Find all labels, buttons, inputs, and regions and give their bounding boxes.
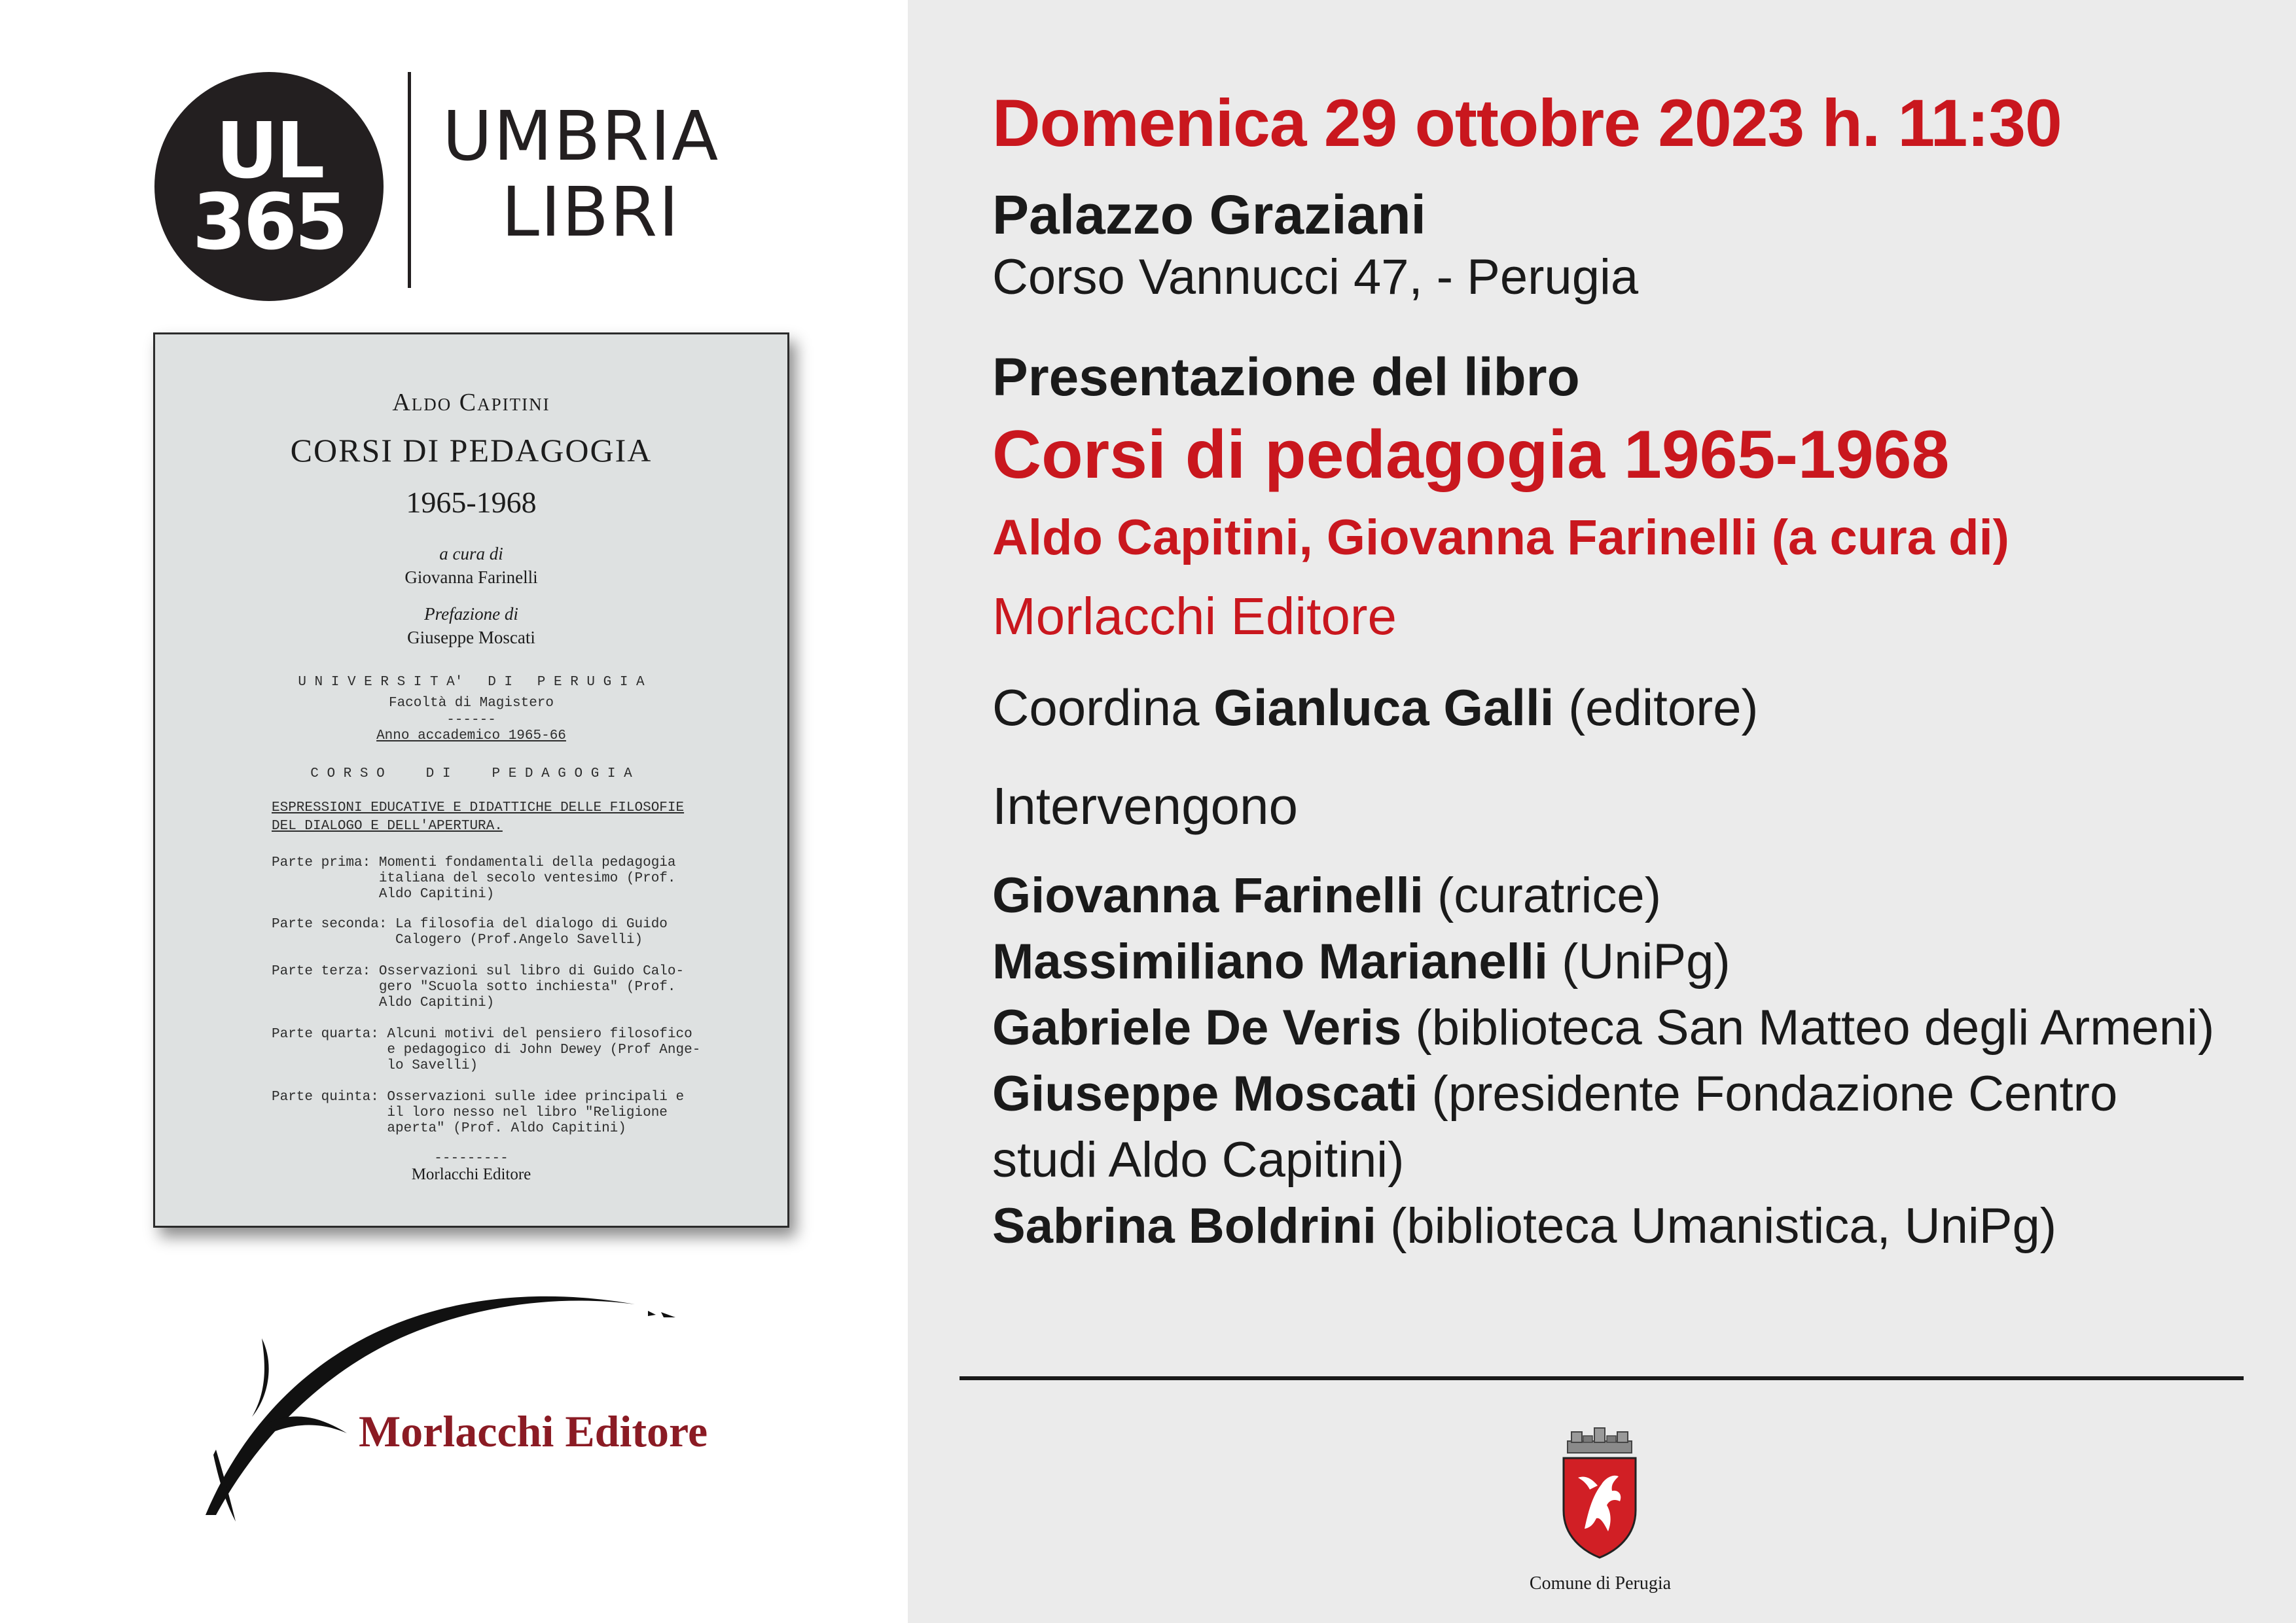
presentation-intro: Presentazione del libro bbox=[992, 348, 1580, 407]
speaker-item bbox=[992, 995, 2236, 1061]
speaker-role: (curatrice) bbox=[1437, 868, 1662, 923]
book-authors: Aldo Capitini, Giovanna Farinelli (a cura di) bbox=[992, 510, 2009, 565]
cover-university: U N I V E R S I T A' D I P E R U G I A bbox=[298, 675, 645, 690]
coordinator-role: (editore) bbox=[1568, 679, 1759, 736]
cover-part-2: Parte seconda: La filosofia del dialogo di Guido Calogero (Prof.Angelo Savelli) bbox=[272, 917, 668, 948]
coordinator-line bbox=[992, 678, 1759, 738]
speaker-item bbox=[992, 929, 2236, 995]
wordmark-line1: UMBRIA bbox=[442, 96, 720, 176]
event-address: Corso Vannucci 47, - Perugia bbox=[992, 249, 1639, 305]
speakers-list bbox=[992, 863, 2236, 1259]
book-cover bbox=[153, 332, 789, 1228]
speakers-heading: Intervengono bbox=[992, 777, 1299, 835]
cover-academic-year: Anno accademico 1965-66 bbox=[376, 728, 566, 743]
cover-course: C O R S O D I P E D A G O G I A bbox=[310, 766, 632, 781]
event-date: Domenica 29 ottobre 2023 h. 11:30 bbox=[992, 86, 2062, 160]
speaker-role: (biblioteca San Matteo degli Armeni) bbox=[1415, 1000, 2215, 1056]
speaker-name: Massimiliano Marianelli bbox=[992, 934, 1548, 990]
cover-end-dashes: --------- bbox=[434, 1151, 509, 1166]
cover-part-3: Parte terza: Osservazioni sul libro di Guido Calo- gero "Scuola sotto inchiesta" (Prof. Aldo Capitini) bbox=[272, 964, 685, 1011]
speaker-item bbox=[992, 1193, 2236, 1259]
cover-dashes: ------ bbox=[446, 713, 496, 728]
coordinator-name: Gianluca Galli bbox=[1213, 679, 1554, 736]
cover-part-4: Parte quarta: Alcuni motivi del pensiero filosofico e pedagogico di John Dewey (Prof Ange- lo Savelli) bbox=[272, 1027, 701, 1074]
event-venue: Palazzo Graziani bbox=[992, 184, 1426, 245]
speaker-role: (presidente Fondazione Centro studi Aldo Capitini) bbox=[992, 1066, 2118, 1188]
comune-caption: Comune di Perugia bbox=[1529, 1573, 1672, 1594]
cover-publisher: Morlacchi Editore bbox=[411, 1166, 531, 1183]
cover-preface-author: Giuseppe Moscati bbox=[407, 628, 535, 647]
comune-crest-icon bbox=[1558, 1412, 1641, 1559]
cover-heading-line1: ESPRESSIONI EDUCATIVE E DIDATTICHE DELLE FILOSOFIE bbox=[272, 800, 685, 815]
ul365-logo-line1: UL bbox=[215, 105, 323, 196]
speaker-name: Giuseppe Moscati bbox=[992, 1066, 1418, 1122]
ul365-logo-icon bbox=[154, 72, 384, 301]
cover-preface-label: Prefazione di bbox=[424, 604, 518, 624]
speaker-name: Giovanna Farinelli bbox=[992, 868, 1424, 923]
speaker-role: (UniPg) bbox=[1562, 934, 1731, 990]
cover-faculty: Facoltà di Magistero bbox=[388, 696, 554, 711]
cover-editor-label: a cura di bbox=[439, 544, 503, 563]
coordinator-label: Coordina bbox=[992, 679, 1200, 736]
divider-line bbox=[960, 1376, 2244, 1380]
wordmark-line2: LIBRI bbox=[501, 172, 680, 253]
cover-editor: Giovanna Farinelli bbox=[404, 567, 538, 587]
cover-years: 1965-1968 bbox=[406, 486, 537, 519]
umbria-libri-wordmark bbox=[442, 98, 719, 251]
morlacchi-logo-name: Morlacchi Editore bbox=[359, 1406, 708, 1456]
speaker-name: Gabriele De Veris bbox=[992, 1000, 1402, 1056]
speaker-name: Sabrina Boldrini bbox=[992, 1198, 1376, 1254]
speaker-item bbox=[992, 863, 2236, 929]
cover-author: Aldo Capitini bbox=[392, 389, 550, 416]
book-publisher: Morlacchi Editore bbox=[992, 587, 1397, 645]
book-title: Corsi di pedagogia 1965-1968 bbox=[992, 417, 1950, 493]
cover-heading-line2: DEL DIALOGO E DELL'APERTURA. bbox=[272, 819, 503, 834]
cover-part-1: Parte prima: Momenti fondamentali della pedagogia italiana del secolo ventesimo (Prof. Aldo Capitini) bbox=[272, 855, 676, 902]
logo-divider bbox=[408, 72, 411, 288]
ul365-logo-line2: 365 bbox=[192, 177, 346, 267]
speaker-role: (biblioteca Umanistica, UniPg) bbox=[1390, 1198, 2057, 1254]
speaker-item bbox=[992, 1061, 2236, 1193]
cover-part-5: Parte quinta: Osservazioni sulle idee principali e il loro nesso nel libro "Religione aperta" (Prof. Aldo Capitini) bbox=[272, 1090, 685, 1137]
cover-title: CORSI DI PEDAGOGIA bbox=[290, 432, 653, 469]
